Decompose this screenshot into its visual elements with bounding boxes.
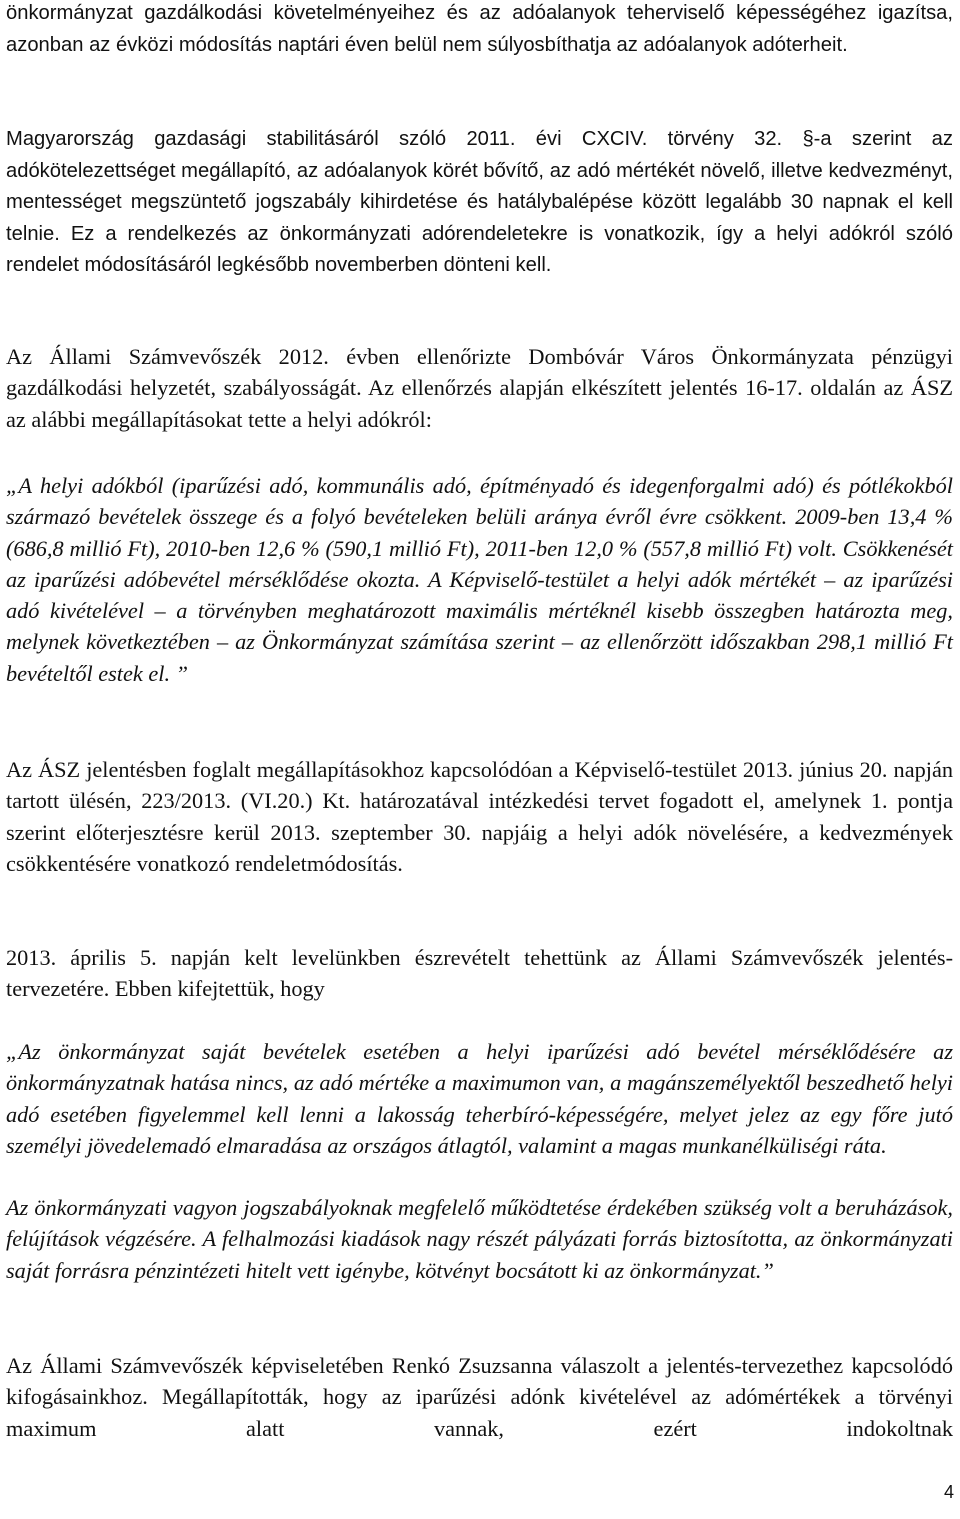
page-number: 4 bbox=[943, 1482, 954, 1502]
paragraph-asz-response: Az Állami Számvevőszék képviseletében Renkó Zsuzsanna válaszolt a jelentés-tervezethez kapcsolódó kifogásainkhoz. Megállapították, hogy az iparűzési adónk kivételével az adómértékek a törvényi maximum alatt vannak, ezért indokoltnak bbox=[6, 1353, 953, 1441]
quote-asz-findings: „A helyi adókból (iparűzési adó, kommunális adó, építményadó és idegenforgalmi adó) és pótlékokból származó bevételek összege és a folyó bevételeken belüli aránya évről évre csökkent. 2009-ben 13,4 % (686,8 millió Ft), 2010-ben 12,6 % (590,1 millió Ft), 2011-ben 12,0 % (557,8 millió Ft) volt. Csökkenését az iparűzési adóbevétel mérséklődése okozta. A Képviselő-testület a helyi adók mértékét – az iparűzési adó kivételével – a törvényben meghatározott maximális mértéknél kisebb összegben határozta meg, melynek következtében – az Önkormányzat számítása szerint – az ellenőrzött időszakban 298,1 millió Ft bevételtől estek el. ” bbox=[6, 473, 953, 686]
paragraph-intro-end: önkormányzat gazdálkodási követelményeihez és az adóalanyok teherviselő képességéhez igazítsa, azonban az évközi módosítás naptári éven belül nem súlyosbíthatja az adóalanyok adóterheit. bbox=[6, 2, 953, 56]
paragraph-letter: 2013. április 5. napján kelt levelünkben észrevételt tehettünk az Állami Számvevőszék jelentés-tervezetére. Ebben kifejtettük, hogy bbox=[6, 945, 953, 1002]
paragraph-asz-audit: Az Állami Számvevőszék 2012. évben ellenőrizte Dombóvár Város Önkormányzata pénzügyi gazdálkodási helyzetét, szabályosságát. Az ellenőrzés alapján elkészített jelentés 16-17. oldalán az ÁSZ az alábbi megállapításokat tette a helyi adókról: bbox=[6, 344, 953, 432]
paragraph-action-plan: Az ÁSZ jelentésben foglalt megállapításokhoz kapcsolódóan a Képviselő-testület 2013. június 20. napján tartott ülésén, 223/2013. (VI.20.) Kt. határozatával intézkedési tervet fogadott el, amelynek 1. pontja szerint előterjesztésre kerül 2013. szeptember 30. napjáig a helyi adók növelésére, a kedvezmények csökkentésére vonatkozó rendeletmódosítás. bbox=[6, 757, 953, 876]
quote-letter-part-1: „Az önkormányzat saját bevételek esetében a helyi iparűzési adó bevétel mérséklődésére az önkormányzatnak hatása nincs, az adó mértéke a maximumon van, a magánszemélyektől beszedhető helyi adó esetében figyelemmel kell lenni a lakosság teherbíró-képességére, melyet jelez az egy főre jutó személyi jövedelemadó elmaradása az országos átlagtól, valamint a magas munkanélküliségi ráta. bbox=[6, 1039, 953, 1158]
paragraph-stability-law: Magyarország gazdasági stabilitásáról szóló 2011. évi CXCIV. törvény 32. §-a szerint az adókötelezettséget megállapító, az adóalanyok körét bővítő, az adó mértékét növelő, illetve kedvezményt, mentességet megszüntető jogszabály kihirdetése és hatálybalépése között legalább 30 napnak el kell telnie. Ez a rendelkezés az önkormányzati adórendeletekre is vonatkozik, így a helyi adókról szóló rendelet módosításáról legkésőbb novemberben dönteni kell. bbox=[6, 128, 953, 276]
quote-letter-part-2: Az önkormányzati vagyon jogszabályoknak megfelelő működtetése érdekében szükség volt a beruházások, felújítások végzésére. A felhalmozási kiadások nagy részét pályázati forrás biztosította, az önkormányzati saját forrásra pénzintézeti hitelt vett igénybe, kötvényt bocsátott ki az önkormányzat.” bbox=[6, 1195, 953, 1283]
